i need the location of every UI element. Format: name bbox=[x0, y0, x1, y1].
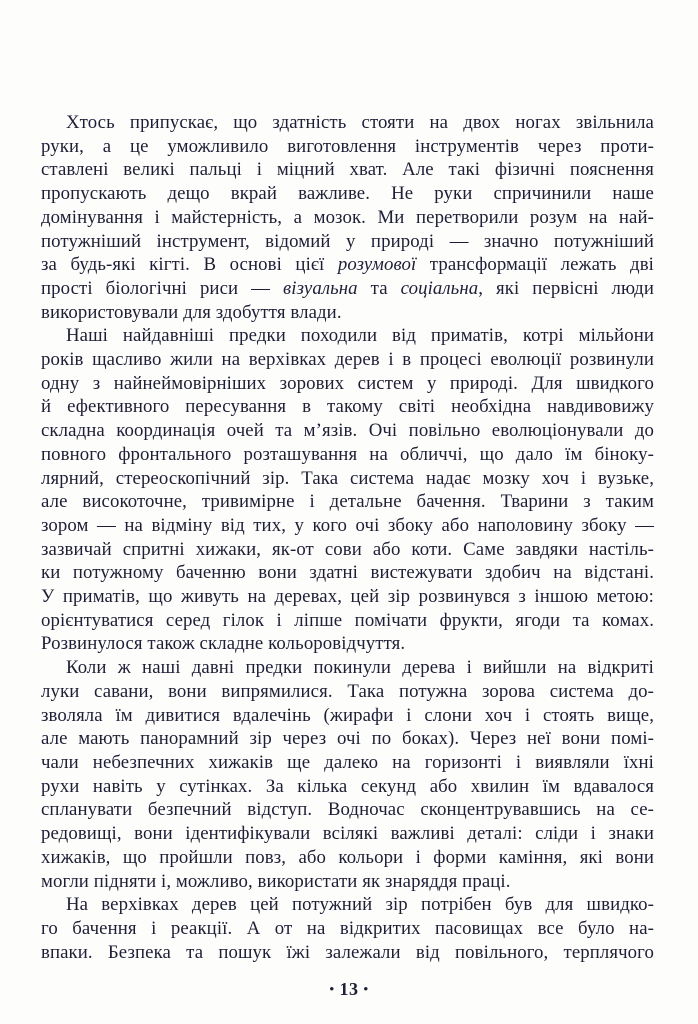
text-line bbox=[41, 727, 654, 751]
text-line bbox=[41, 348, 654, 372]
text-line bbox=[41, 324, 654, 348]
text-segment: чали небезпечних хижаків ще далеко на горизонті і виявляли їхні bbox=[41, 751, 654, 773]
text-segment: але мають панорамний зір через очі по боках). Через неї вони помі- bbox=[41, 728, 654, 750]
text-segment: , які первісні люди bbox=[478, 277, 654, 299]
text-segment: впаки. Безпека та пошук їжі залежали від повільного, терплячого bbox=[41, 941, 654, 963]
text-line bbox=[41, 893, 654, 917]
text-line bbox=[41, 372, 654, 396]
italic-text: соціальна bbox=[400, 277, 479, 299]
text-line bbox=[41, 798, 654, 822]
text-segment: та bbox=[357, 277, 401, 299]
text-segment: й ефективного пересування в такому світі необхідна навдивовижу bbox=[41, 396, 654, 418]
text-segment: Наші найдавніші предки походили від приматів, котрі мільйони bbox=[66, 325, 654, 347]
page-number-bullet-left: • bbox=[329, 981, 335, 996]
text-line bbox=[41, 870, 654, 894]
text-segment: Хтось припускає, що здатність стояти на двох ногах звільнила bbox=[66, 112, 654, 133]
page-number: 13 bbox=[339, 979, 359, 999]
text-segment: пропускають дещо вкрай важливе. Не руки спричинили наше bbox=[41, 183, 654, 205]
text-segment: могли підняти і, можливо, використати як знаряддя праці. bbox=[41, 870, 511, 892]
text-segment: рухи навіть у сутінках. За кілька секунд або хвилин їм вдавалося bbox=[41, 775, 654, 797]
text-line bbox=[41, 277, 654, 301]
text-line bbox=[41, 111, 654, 135]
text-line bbox=[41, 775, 654, 799]
text-line bbox=[41, 846, 654, 870]
text-segment: одну з найнеймовірніших зорових систем у природі. Для швидкого bbox=[41, 372, 654, 394]
text-line bbox=[41, 253, 654, 277]
text-line bbox=[41, 443, 654, 467]
text-line bbox=[41, 917, 654, 941]
text-segment: прості біологічні риси — bbox=[41, 277, 284, 299]
text-segment: повного фронтального розташування на обличчі, що дало їм біноку- bbox=[41, 443, 654, 465]
text-line bbox=[41, 206, 654, 230]
body-text bbox=[41, 111, 654, 964]
text-line bbox=[41, 301, 654, 325]
text-segment: руки, а це уможливило виготовлення інструментів через проти- bbox=[41, 135, 654, 157]
text-segment: трансформації лежать дві bbox=[416, 254, 654, 276]
page-number-bullet-right: • bbox=[363, 981, 369, 996]
text-segment: На верхівках дерев цей потужний зір потрібен був для швидко- bbox=[66, 894, 654, 916]
page-footer bbox=[0, 979, 698, 1000]
text-segment: ставлені великі пальці і міцний хват. Але такі фізичні пояснення bbox=[41, 159, 654, 181]
text-segment: але високоточне, тривимірне і детальне бачення. Тварини з таким bbox=[41, 491, 654, 513]
text-line bbox=[41, 704, 654, 728]
paragraph bbox=[41, 324, 654, 656]
text-line bbox=[41, 135, 654, 159]
text-segment: Розвинулося також складне кольоровідчуття. bbox=[41, 633, 406, 655]
text-segment: потужніший інструмент, відомий у природі — значно потужніший bbox=[41, 230, 654, 252]
text-line bbox=[41, 514, 654, 538]
text-segment: зазвичай спритні хижаки, як-от сови або коти. Саме завдяки настіль- bbox=[41, 538, 654, 560]
text-segment: Коли ж наші давні предки покинули дерева і вийшли на відкриті bbox=[66, 657, 654, 679]
text-line bbox=[41, 941, 654, 965]
text-line bbox=[41, 490, 654, 514]
text-segment: домінування і майстерність, а мозок. Ми перетворили розум на най- bbox=[41, 206, 654, 228]
text-segment: зором — на відміну від тих, у кого очі збоку або наполовину збоку — bbox=[41, 514, 654, 536]
text-line bbox=[41, 585, 654, 609]
text-line bbox=[41, 395, 654, 419]
text-segment: У приматів, що живуть на деревах, цей зір розвинувся з іншою метою: bbox=[41, 586, 654, 608]
text-line bbox=[41, 158, 654, 182]
text-segment: спланувати безпечний відступ. Водночас сконцентрувавшись на се- bbox=[41, 799, 654, 821]
paragraph bbox=[41, 893, 654, 964]
italic-text: візуальна bbox=[283, 277, 358, 299]
text-line bbox=[41, 751, 654, 775]
text-line bbox=[41, 467, 654, 491]
text-segment: за будь-які кігті. В основі цієї bbox=[41, 254, 338, 276]
text-line bbox=[41, 680, 654, 704]
text-segment: ки потужному баченню вони здатні вистежувати здобич на відстані. bbox=[41, 562, 654, 584]
text-line bbox=[41, 230, 654, 254]
text-segment: складна координація очей та м’язів. Очі повільно еволюціонували до bbox=[41, 420, 654, 442]
text-line bbox=[41, 822, 654, 846]
text-segment: лярний, стереоскопічний зір. Така система надає мозку хоч і вузьке, bbox=[41, 467, 654, 489]
text-segment: редовищі, вони ідентифікували всілякі важливі деталі: сліди і знаки bbox=[41, 823, 654, 845]
paragraph bbox=[41, 111, 654, 324]
text-line bbox=[41, 656, 654, 680]
paragraph bbox=[41, 656, 654, 893]
text-line bbox=[41, 632, 654, 656]
text-line bbox=[41, 609, 654, 633]
italic-text: розумової bbox=[337, 254, 417, 276]
text-segment: використовували для здобуття влади. bbox=[41, 301, 342, 323]
text-segment: орієнтуватися серед гілок і ліпше помічати фрукти, ягоди та комах. bbox=[41, 609, 654, 631]
text-line bbox=[41, 419, 654, 443]
text-segment: го бачення і реакції. А от на відкритих пасовищах все було на- bbox=[41, 917, 654, 939]
text-segment: луки савани, вони випрямилися. Така потужна зорова система до- bbox=[41, 680, 654, 702]
text-line bbox=[41, 182, 654, 206]
text-line bbox=[41, 538, 654, 562]
text-segment: хижаків, що пройшли повз, або кольори і форми каміння, які вони bbox=[41, 846, 654, 868]
text-segment: зволяла їм дивитися вдалечінь (жирафи і слони хоч і стоять вище, bbox=[41, 704, 654, 726]
text-segment: років щасливо жили на верхівках дерев і в процесі еволюції розвинули bbox=[41, 349, 654, 371]
text-line bbox=[41, 561, 654, 585]
